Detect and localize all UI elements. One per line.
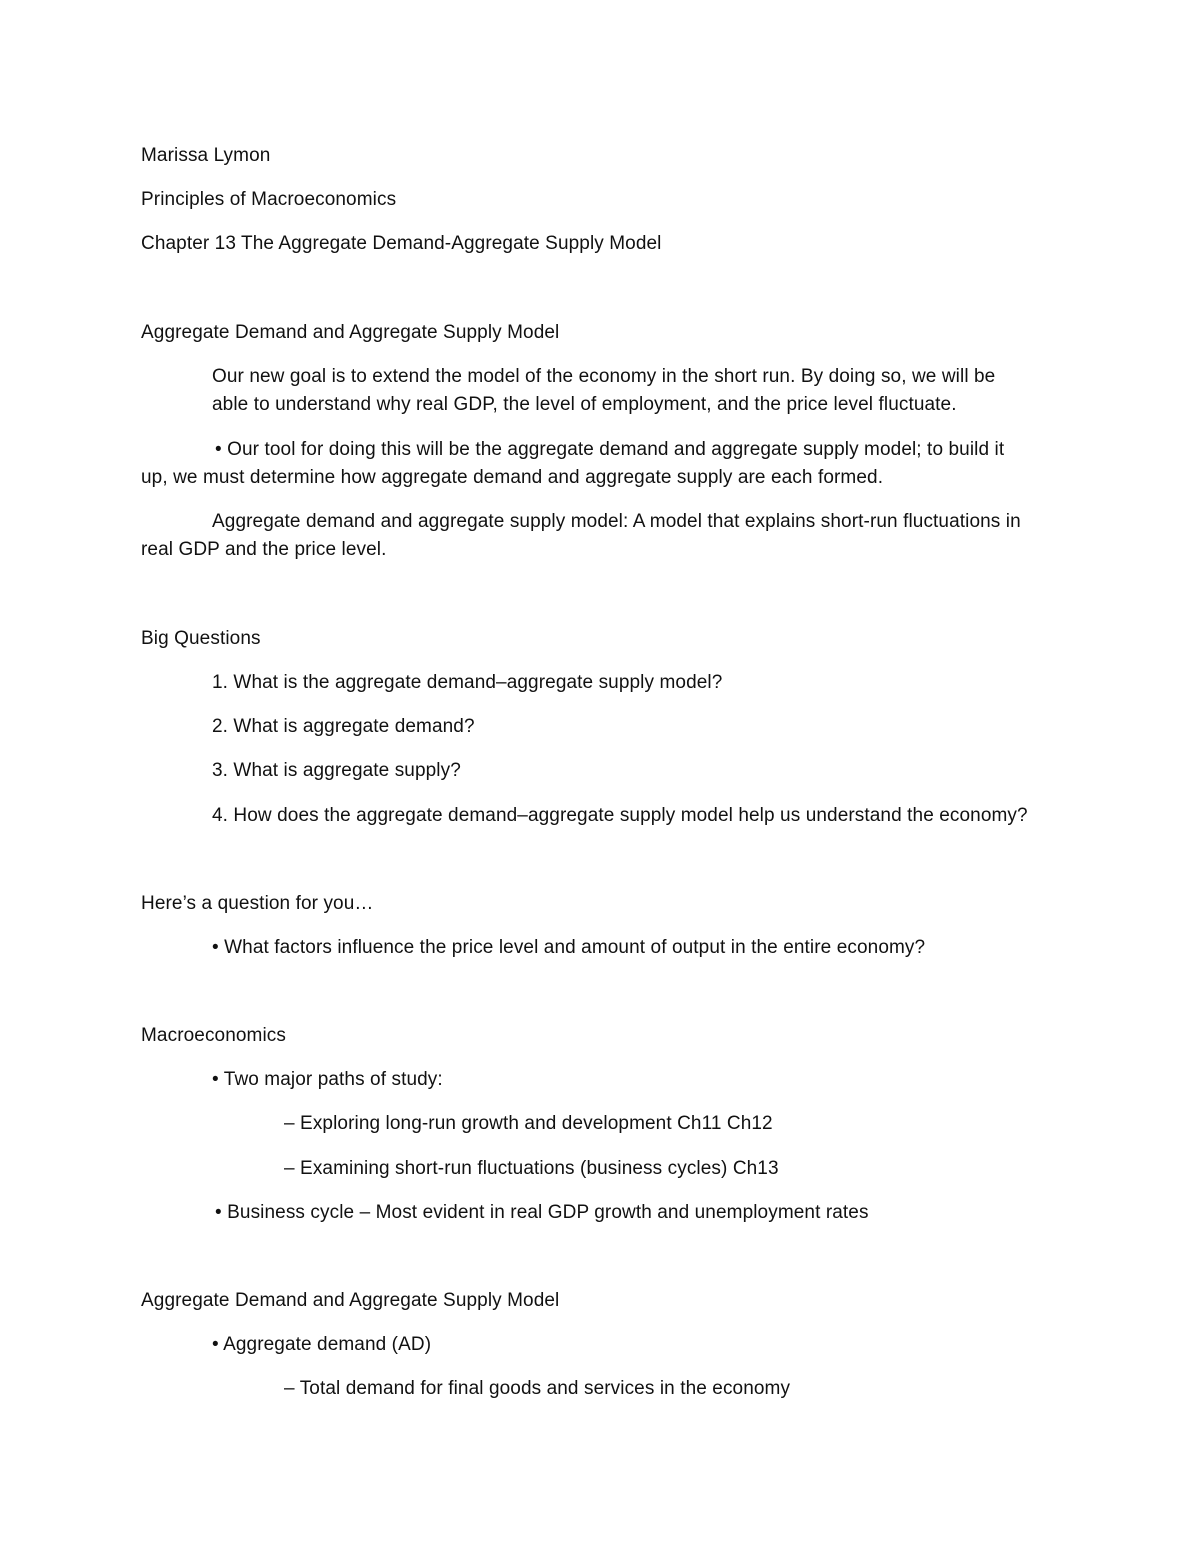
macro-subitem-short-run: – Examining short-run fluctuations (business cycles) Ch13 [284,1158,779,1179]
section-heading-adas-model: Aggregate Demand and Aggregate Supply Model [141,1290,560,1311]
section-heading-macroeconomics: Macroeconomics [141,1025,287,1046]
chapter-title: Chapter 13 The Aggregate Demand-Aggregate Supply Model [141,233,662,254]
macro-subitem-long-run: – Exploring long-run growth and development Ch11 Ch12 [284,1113,773,1134]
question-item-1: 1. What is the aggregate demand–aggregate supply model? [212,672,723,693]
definition-line-2: real GDP and the price level. [141,539,387,560]
section-heading-big-questions: Big Questions [141,628,261,649]
intro-paragraph-line-1: Our new goal is to extend the model of the economy in the short run. By doing so, we will be [212,366,996,387]
question-item-4: 4. How does the aggregate demand–aggregate supply model help us understand the economy? [212,805,1028,826]
question-item-3: 3. What is aggregate supply? [212,760,461,781]
adas-bullet-aggregate-demand: • Aggregate demand (AD) [212,1334,432,1355]
macro-bullet-paths: • Two major paths of study: [212,1069,443,1090]
author-name: Marissa Lymon [141,145,271,166]
course-title: Principles of Macroeconomics [141,189,397,210]
tool-paragraph-line-1: • Our tool for doing this will be the aggregate demand and aggregate supply model; to build it [215,439,1005,460]
intro-paragraph-line-2: able to understand why real GDP, the level of employment, and the price level fluctuate. [212,394,957,415]
adas-subitem-total-demand: – Total demand for final goods and services in the economy [284,1378,791,1399]
question-for-you-bullet: • What factors influence the price level and amount of output in the entire economy? [212,937,926,958]
macro-bullet-business-cycle: • Business cycle – Most evident in real GDP growth and unemployment rates [215,1202,869,1223]
section-heading-question-for-you: Here’s a question for you… [141,893,374,914]
section-heading-model: Aggregate Demand and Aggregate Supply Model [141,322,560,343]
question-item-2: 2. What is aggregate demand? [212,716,475,737]
definition-line-1: Aggregate demand and aggregate supply model: A model that explains short-run fluctuations in [212,511,1021,532]
tool-paragraph-line-2: up, we must determine how aggregate demand and aggregate supply are each formed. [141,467,884,488]
